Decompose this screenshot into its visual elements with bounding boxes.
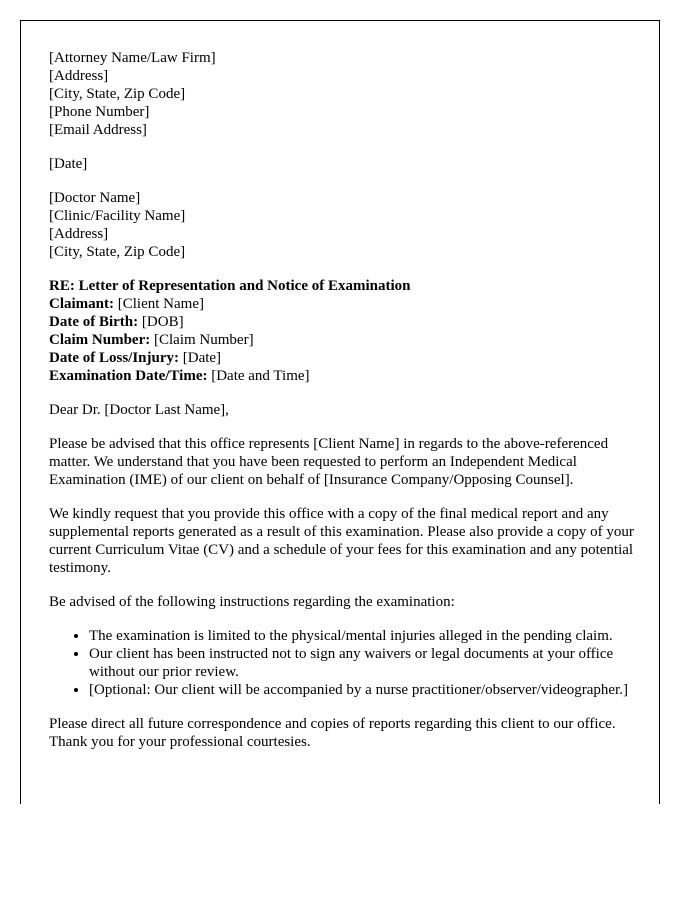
re-field-exam-datetime [49, 367, 637, 385]
sender-line: [Email Address] [49, 122, 147, 138]
instructions-list [49, 627, 637, 699]
letter-content [49, 49, 637, 767]
list-item: • [Optional: Our client will be accompanied by a nurse practitioner/observer/videographer.] [89, 681, 637, 699]
date-text: [Date] [49, 156, 88, 172]
re-field-label: Date of Loss/Injury: [49, 350, 179, 366]
re-field-claimant [49, 295, 637, 313]
sender-line: [Attorney Name/Law Firm] [49, 50, 216, 66]
body-paragraph-instructions-intro: Be advised of the following instructions regarding the examination: [49, 594, 455, 610]
letter-page [20, 20, 660, 804]
letter-date [49, 155, 637, 173]
recipient-line: [Clinic/Facility Name] [49, 208, 186, 224]
body-paragraph-closing: Please direct all future correspondence and copies of reports regarding this client to our office. Thank you for your professional courtesies. [49, 716, 616, 750]
list-item: • Our client has been instructed not to sign any waivers or legal documents at your office without our prior review. [89, 645, 637, 681]
re-field-date-of-loss [49, 349, 637, 367]
recipient-line: [Address] [49, 226, 109, 242]
re-field-value: [Claim Number] [150, 332, 254, 348]
body-paragraph-representation: Please be advised that this office represents [Client Name] in regards to the above-referenced matter. We understand that you have been requested to perform an Independent Medical Examination (IME) of our client on behalf of [Insurance Company/Opposing Counsel]. [49, 436, 609, 488]
re-field-value: [DOB] [138, 314, 184, 330]
re-field-label: Date of Birth: [49, 314, 139, 330]
sender-line: [Address] [49, 68, 109, 84]
re-heading: RE: Letter of Representation and Notice of Examination [49, 278, 411, 294]
re-field-dob [49, 313, 637, 331]
body-paragraph-request: We kindly request that you provide this office with a copy of the final medical report and any supplemental reports generated as a result of this examination. Please also provide a copy of your current Curriculum Vitae (CV) and a schedule of your fees for this examination and any potential testimony. [49, 506, 634, 576]
sender-address-block [49, 49, 637, 139]
re-field-value: [Client Name] [114, 296, 204, 312]
re-field-value: [Date] [179, 350, 222, 366]
salutation: Dear Dr. [Doctor Last Name], [49, 402, 229, 418]
list-item: • The examination is limited to the physical/mental injuries alleged in the pending claim. [89, 627, 637, 645]
re-field-claim-number [49, 331, 637, 349]
sender-line: [Phone Number] [49, 104, 150, 120]
re-block [49, 277, 637, 385]
recipient-line: [Doctor Name] [49, 190, 141, 206]
re-field-value: [Date and Time] [207, 368, 310, 384]
recipient-line: [City, State, Zip Code] [49, 244, 186, 260]
sender-line: [City, State, Zip Code] [49, 86, 186, 102]
recipient-address-block [49, 189, 637, 261]
re-field-label: Examination Date/Time: [49, 368, 208, 384]
re-field-label: Claim Number: [49, 332, 151, 348]
re-field-label: Claimant: [49, 296, 114, 312]
